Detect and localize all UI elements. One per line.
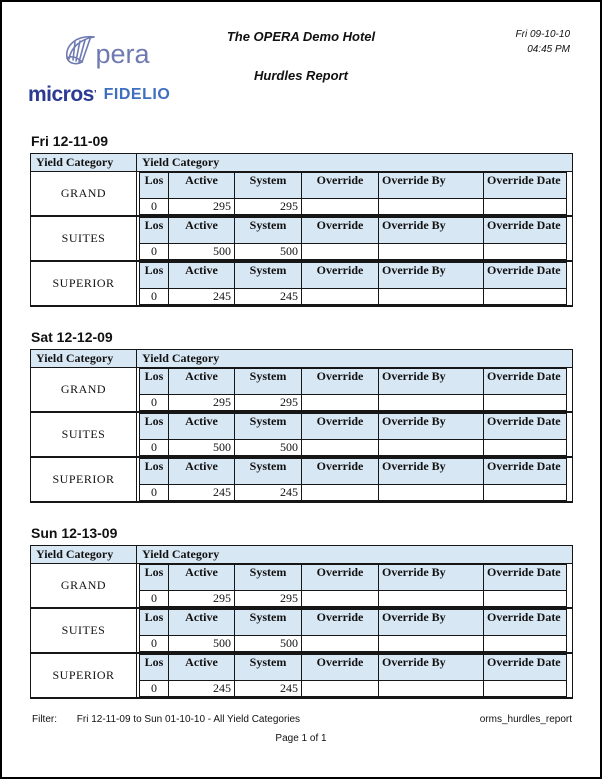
col-header-active: Active (169, 565, 235, 591)
day-section (30, 329, 572, 503)
cell-system: 245 (235, 289, 302, 305)
cell-override (302, 289, 379, 305)
detail-data-row (140, 395, 567, 411)
col-header-override-date: Override Date (484, 414, 567, 440)
col-header-system: System (235, 459, 302, 485)
category-detail-table (139, 368, 567, 411)
col-header-active: Active (169, 263, 235, 289)
filter-label: Filter: (32, 714, 57, 725)
opera-logo-text: pera (95, 38, 150, 69)
cell-los: 0 (140, 485, 169, 501)
cell-system: 245 (235, 485, 302, 501)
detail-data-row (140, 591, 567, 607)
cell-override-date (484, 485, 567, 501)
category-row (31, 368, 573, 413)
detail-header-row (140, 218, 567, 244)
yield-category-header-left: Yield Category (31, 546, 137, 564)
col-header-override-by: Override By (379, 263, 484, 289)
yield-category-header-right: Yield Category (137, 154, 573, 172)
category-detail-cell (137, 653, 573, 698)
section-date-heading: Sat 12-12-09 (31, 329, 113, 345)
cell-override-by (379, 485, 484, 501)
col-header-override: Override (302, 565, 379, 591)
cell-override-by (379, 289, 484, 305)
print-time: 04:45 PM (527, 43, 570, 55)
detail-data-row (140, 244, 567, 260)
category-name: GRAND (31, 564, 137, 609)
category-name: SUITES (31, 412, 137, 457)
cell-override-date (484, 440, 567, 456)
col-header-system: System (235, 263, 302, 289)
day-section (30, 133, 572, 307)
category-name: SUITES (31, 216, 137, 261)
cell-override (302, 440, 379, 456)
cell-active: 245 (169, 681, 235, 697)
print-date: Fri 09-10-10 (515, 29, 570, 40)
cell-active: 500 (169, 636, 235, 652)
col-header-system: System (235, 218, 302, 244)
cell-los: 0 (140, 289, 169, 305)
report-title: Hurdles Report (254, 68, 348, 83)
report-id: orms_hurdles_report (479, 714, 572, 725)
col-header-active: Active (169, 610, 235, 636)
col-header-override-by: Override By (379, 565, 484, 591)
col-header-override: Override (302, 655, 379, 681)
detail-header-row (140, 565, 567, 591)
cell-los: 0 (140, 440, 169, 456)
cell-override (302, 636, 379, 652)
cell-override-date (484, 244, 567, 260)
category-name: SUPERIOR (31, 653, 137, 698)
col-header-active: Active (169, 173, 235, 199)
table-header-row (31, 350, 573, 368)
col-header-override-by: Override By (379, 414, 484, 440)
yield-category-header-left: Yield Category (31, 350, 137, 368)
category-detail-cell (137, 172, 573, 217)
col-header-override-date: Override Date (484, 173, 567, 199)
detail-data-row (140, 440, 567, 456)
category-detail-table (139, 413, 567, 456)
cell-override-date (484, 289, 567, 305)
category-detail-cell (137, 261, 573, 306)
table-header-row (31, 154, 573, 172)
cell-active: 500 (169, 244, 235, 260)
hurdles-table (30, 153, 573, 307)
detail-data-row (140, 199, 567, 215)
cell-system: 295 (235, 199, 302, 215)
category-detail-table (139, 654, 567, 697)
col-header-los: Los (140, 459, 169, 485)
detail-header-row (140, 459, 567, 485)
col-header-override: Override (302, 610, 379, 636)
category-detail-cell (137, 457, 573, 502)
category-detail-table (139, 564, 567, 607)
cell-los: 0 (140, 244, 169, 260)
cell-system: 295 (235, 395, 302, 411)
category-name: SUPERIOR (31, 457, 137, 502)
category-detail-cell (137, 564, 573, 609)
col-header-los: Los (140, 414, 169, 440)
col-header-override-by: Override By (379, 218, 484, 244)
detail-data-row (140, 485, 567, 501)
category-name: SUPERIOR (31, 261, 137, 306)
cell-override (302, 681, 379, 697)
cell-system: 245 (235, 681, 302, 697)
cell-override-date (484, 681, 567, 697)
detail-header-row (140, 414, 567, 440)
cell-override (302, 199, 379, 215)
category-detail-table (139, 217, 567, 260)
cell-los: 0 (140, 681, 169, 697)
sections (2, 130, 600, 699)
cell-system: 500 (235, 636, 302, 652)
category-row (31, 564, 573, 609)
col-header-override-date: Override Date (484, 218, 567, 244)
category-detail-cell (137, 216, 573, 261)
category-row (31, 457, 573, 502)
detail-header-row (140, 173, 567, 199)
hotel-name: The OPERA Demo Hotel (226, 29, 376, 44)
cell-override-by (379, 440, 484, 456)
category-row (31, 653, 573, 698)
category-detail-table (139, 172, 567, 215)
col-header-override-by: Override By (379, 369, 484, 395)
table-header-row (31, 546, 573, 564)
col-header-system: System (235, 565, 302, 591)
col-header-override-date: Override Date (484, 610, 567, 636)
col-header-override-by: Override By (379, 655, 484, 681)
col-header-los: Los (140, 655, 169, 681)
col-header-override-date: Override Date (484, 459, 567, 485)
col-header-override-date: Override Date (484, 565, 567, 591)
col-header-override: Override (302, 414, 379, 440)
col-header-override-date: Override Date (484, 369, 567, 395)
detail-header-row (140, 369, 567, 395)
category-row (31, 608, 573, 653)
detail-data-row (140, 289, 567, 305)
filter-value: Fri 12-11-09 to Sun 01-10-10 - All Yield Categories (76, 714, 301, 725)
print-datetime (516, 28, 570, 57)
col-header-override: Override (302, 218, 379, 244)
col-header-los: Los (140, 173, 169, 199)
col-header-system: System (235, 655, 302, 681)
col-header-active: Active (169, 655, 235, 681)
yield-category-header-left: Yield Category (31, 154, 137, 172)
col-header-override-by: Override By (379, 173, 484, 199)
cell-active: 500 (169, 440, 235, 456)
cell-los: 0 (140, 199, 169, 215)
col-header-override: Override (302, 263, 379, 289)
col-header-active: Active (169, 459, 235, 485)
col-header-los: Los (140, 565, 169, 591)
category-detail-cell (137, 412, 573, 457)
detail-data-row (140, 636, 567, 652)
category-row (31, 412, 573, 457)
col-header-los: Los (140, 610, 169, 636)
category-name: GRAND (31, 368, 137, 413)
category-row (31, 172, 573, 217)
cell-override (302, 244, 379, 260)
col-header-los: Los (140, 218, 169, 244)
col-header-override: Override (302, 459, 379, 485)
fidelio-logo-text: FIDELIO (103, 85, 171, 103)
cell-active: 245 (169, 485, 235, 501)
cell-override-date (484, 395, 567, 411)
col-header-active: Active (169, 369, 235, 395)
yield-category-header-right: Yield Category (137, 546, 573, 564)
col-header-system: System (235, 610, 302, 636)
category-detail-table (139, 609, 567, 652)
micros-fidelio-logo (28, 83, 171, 106)
detail-header-row (140, 610, 567, 636)
col-header-override: Override (302, 369, 379, 395)
col-header-system: System (235, 369, 302, 395)
cell-override-date (484, 591, 567, 607)
col-header-active: Active (169, 414, 235, 440)
cell-active: 295 (169, 395, 235, 411)
col-header-los: Los (140, 263, 169, 289)
yield-category-header-right: Yield Category (137, 350, 573, 368)
col-header-override-date: Override Date (484, 655, 567, 681)
cell-override-by (379, 244, 484, 260)
cell-override (302, 395, 379, 411)
col-header-active: Active (169, 218, 235, 244)
page-number: Page 1 of 1 (275, 733, 327, 744)
cell-override-by (379, 591, 484, 607)
cell-active: 295 (169, 591, 235, 607)
micros-logo-text: micros (28, 83, 94, 106)
cell-override (302, 591, 379, 607)
category-name: SUITES (31, 608, 137, 653)
col-header-override-by: Override By (379, 610, 484, 636)
hurdles-table (30, 349, 573, 503)
hurdles-table (30, 545, 573, 699)
day-section (30, 525, 572, 699)
col-header-system: System (235, 414, 302, 440)
cell-override-by (379, 199, 484, 215)
detail-data-row (140, 681, 567, 697)
col-header-override: Override (302, 173, 379, 199)
report-header (2, 2, 600, 130)
cell-system: 500 (235, 440, 302, 456)
category-detail-table (139, 458, 567, 501)
col-header-system: System (235, 173, 302, 199)
cell-override-by (379, 395, 484, 411)
category-row (31, 261, 573, 306)
col-header-override-by: Override By (379, 459, 484, 485)
category-detail-cell (137, 608, 573, 653)
cell-system: 500 (235, 244, 302, 260)
cell-los: 0 (140, 395, 169, 411)
cell-system: 295 (235, 591, 302, 607)
category-detail-cell (137, 368, 573, 413)
cell-override (302, 485, 379, 501)
cell-override-date (484, 199, 567, 215)
section-date-heading: Fri 12-11-09 (31, 133, 109, 149)
footer-filter-row (32, 714, 572, 725)
category-row (31, 216, 573, 261)
detail-header-row (140, 655, 567, 681)
col-header-override-date: Override Date (484, 263, 567, 289)
category-detail-table (139, 262, 567, 305)
cell-los: 0 (140, 636, 169, 652)
cell-override-by (379, 636, 484, 652)
cell-active: 295 (169, 199, 235, 215)
cell-override-date (484, 636, 567, 652)
cell-active: 245 (169, 289, 235, 305)
col-header-los: Los (140, 369, 169, 395)
detail-header-row (140, 263, 567, 289)
section-date-heading: Sun 12-13-09 (31, 525, 118, 541)
cell-override-by (379, 681, 484, 697)
micros-trademark: ’ (93, 89, 97, 100)
cell-los: 0 (140, 591, 169, 607)
category-name: GRAND (31, 172, 137, 217)
